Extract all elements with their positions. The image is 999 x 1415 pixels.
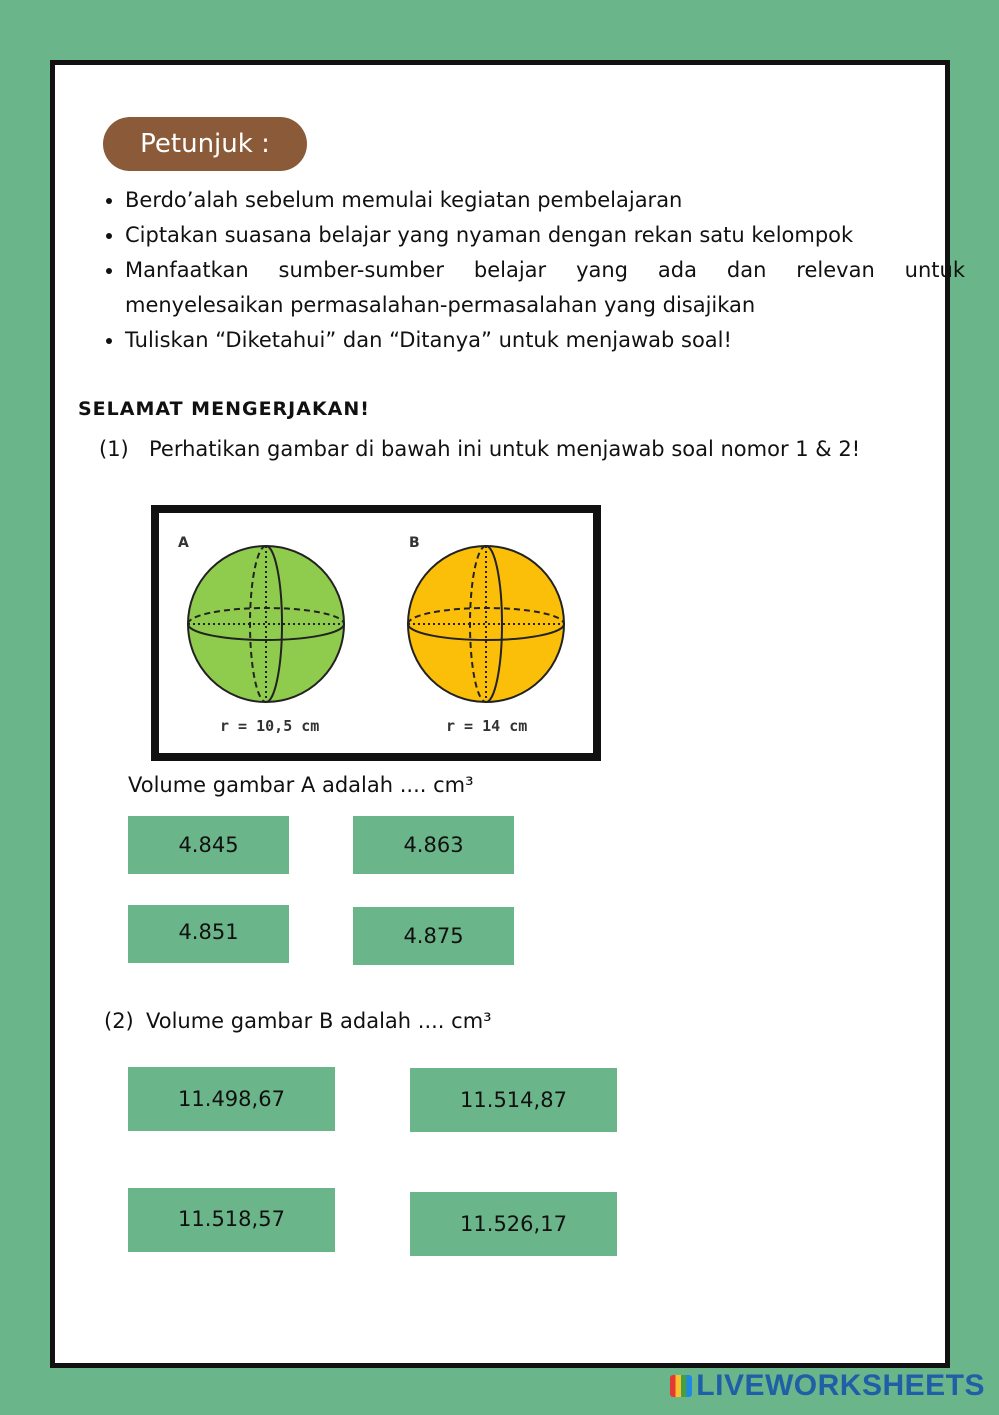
q1-option-3[interactable]: 4.851: [128, 905, 289, 963]
question-2-prompt: Volume gambar B adalah .... cm³: [146, 1009, 492, 1033]
q2-option-4[interactable]: 11.526,17: [410, 1192, 617, 1256]
q2-option-2[interactable]: 11.514,87: [410, 1068, 617, 1132]
sphere-a-radius: r = 10,5 cm: [220, 717, 320, 735]
q2-option-1[interactable]: 11.498,67: [128, 1067, 335, 1131]
question-1: [99, 437, 860, 461]
spheres-figure: [151, 505, 601, 761]
q2-option-3[interactable]: 11.518,57: [128, 1188, 335, 1252]
worksheet-page: [50, 60, 965, 1368]
q1-option-1[interactable]: 4.845: [128, 816, 289, 874]
instruction-item: • Ciptakan suasana belajar yang nyaman dengan rekan satu kelompok: [125, 218, 965, 253]
sphere-b: [408, 546, 564, 702]
question-2: [104, 1009, 492, 1033]
instructions-list: [85, 183, 965, 358]
q1-option-2[interactable]: 4.863: [353, 816, 514, 874]
brand-text: LIVEWORKSHEETS: [696, 1369, 985, 1402]
question-2-number: (2): [104, 1009, 134, 1033]
sphere-a: [188, 546, 344, 702]
sphere-b-radius: r = 14 cm: [446, 717, 528, 735]
liveworksheets-logo: [670, 1369, 985, 1403]
instruction-item: • Manfaatkan sumber-sumber belajar yang ada dan relevan untuk menyelesaikan permasalahan-permasalahan yang disajikan: [125, 253, 965, 323]
question-1-prompt: Volume gambar A adalah .... cm³: [128, 773, 474, 797]
liveworksheets-icon: [670, 1375, 692, 1397]
sphere-a-label: A: [178, 535, 189, 551]
question-1-text: Perhatikan gambar di bawah ini untuk menjawab soal nomor 1 & 2!: [149, 437, 861, 461]
section-heading: SELAMAT MENGERJAKAN!: [78, 398, 370, 420]
instructions-header-badge: Petunjuk :: [103, 117, 307, 171]
instruction-item: • Berdo’alah sebelum memulai kegiatan pembelajaran: [125, 183, 965, 218]
question-1-number: (1): [99, 437, 129, 461]
instruction-item: • Tuliskan “Diketahui” dan “Ditanya” untuk menjawab soal!: [125, 323, 965, 358]
sphere-b-label: B: [409, 535, 420, 551]
spheres-diagram: [159, 513, 593, 753]
q1-option-4[interactable]: 4.875: [353, 907, 514, 965]
